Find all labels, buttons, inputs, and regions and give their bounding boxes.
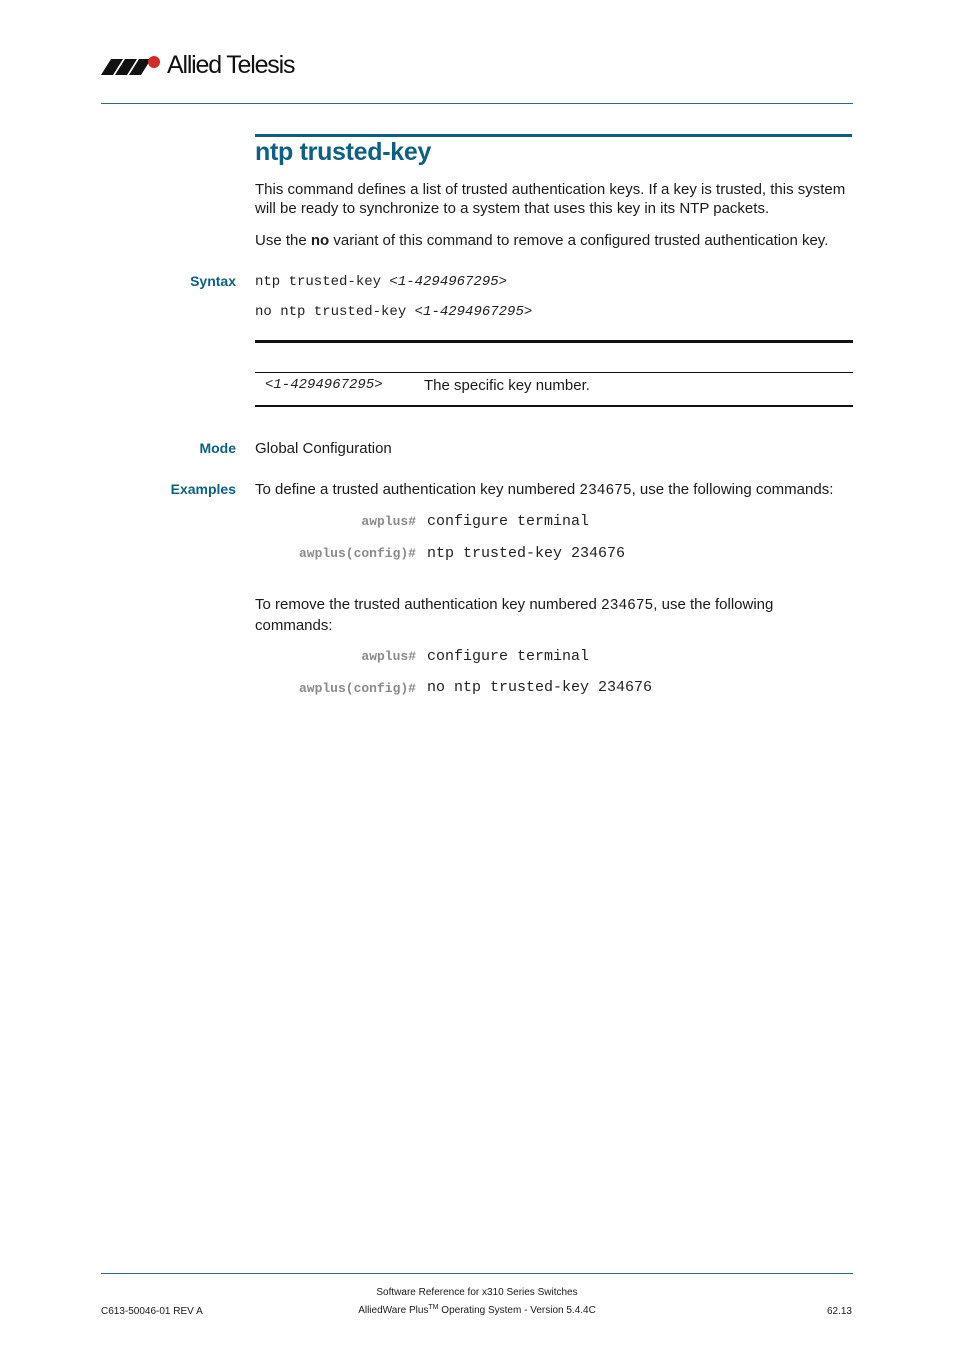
cli-prompt: awplus# (361, 514, 416, 529)
footer-doc-title: Software Reference for x310 Series Switches (376, 1287, 578, 1298)
mode-value: Global Configuration (255, 440, 392, 457)
company-logo (101, 50, 294, 80)
cli-prompt: awplus(config)# (298, 546, 416, 561)
cli-command: ntp trusted-key 234676 (427, 545, 626, 562)
cli-command: no ntp trusted-key 234676 (427, 679, 653, 696)
page-title: ntp trusted-key (255, 138, 432, 166)
syntax-param: <1-4294967295> (389, 274, 508, 290)
inline-code: 234675 (579, 483, 632, 499)
cli-command: configure terminal (427, 648, 590, 665)
parameter-name: <1-4294967295> (265, 377, 383, 393)
parameter-table-header-rule (255, 372, 853, 373)
inline-code: 234675 (601, 598, 654, 614)
description-paragraph: This command defines a list of trusted authentication keys. If a key is trusted, this system will be ready to synchronize to a system that uses this key in its NTP packets. (255, 181, 846, 217)
parameter-table-top-rule (255, 340, 853, 343)
syntax-param: <1-4294967295> (414, 304, 533, 320)
syntax-label: Syntax (190, 273, 236, 289)
example-intro: To remove the trusted authentication key numbered 234675, use the following commands: (255, 596, 774, 634)
cli-prompt: awplus(config)# (298, 681, 416, 696)
footer-os-version: AlliedWare Plus™ Operating System - Version 5.4.4C (358, 1304, 596, 1316)
footer-divider (101, 1273, 853, 1274)
page-number: 62.13 (826, 1306, 852, 1317)
header-divider (101, 103, 853, 104)
no-variant-paragraph: Use the no variant of this command to remove a configured trusted authentication key. (255, 232, 829, 249)
allied-telesis-logo-icon (101, 55, 163, 75)
examples-label: Examples (170, 481, 236, 497)
cli-prompt: awplus# (361, 649, 416, 664)
cli-command: configure terminal (427, 513, 590, 530)
syntax-line-no: no ntp trusted-key <1-4294967295> (255, 304, 533, 320)
example-intro: To define a trusted authentication key numbered 234675, use the following commands: (255, 481, 834, 499)
title-rule (255, 134, 852, 137)
no-keyword: no (310, 232, 330, 249)
footer-doc-number: C613-50046-01 REV A (101, 1306, 203, 1317)
parameter-description: The specific key number. (424, 377, 590, 394)
parameter-table-bottom-rule (255, 405, 853, 407)
mode-label: Mode (199, 440, 236, 456)
brand-name: Allied Telesis (167, 51, 295, 79)
syntax-line: ntp trusted-key <1-4294967295> (255, 274, 508, 290)
